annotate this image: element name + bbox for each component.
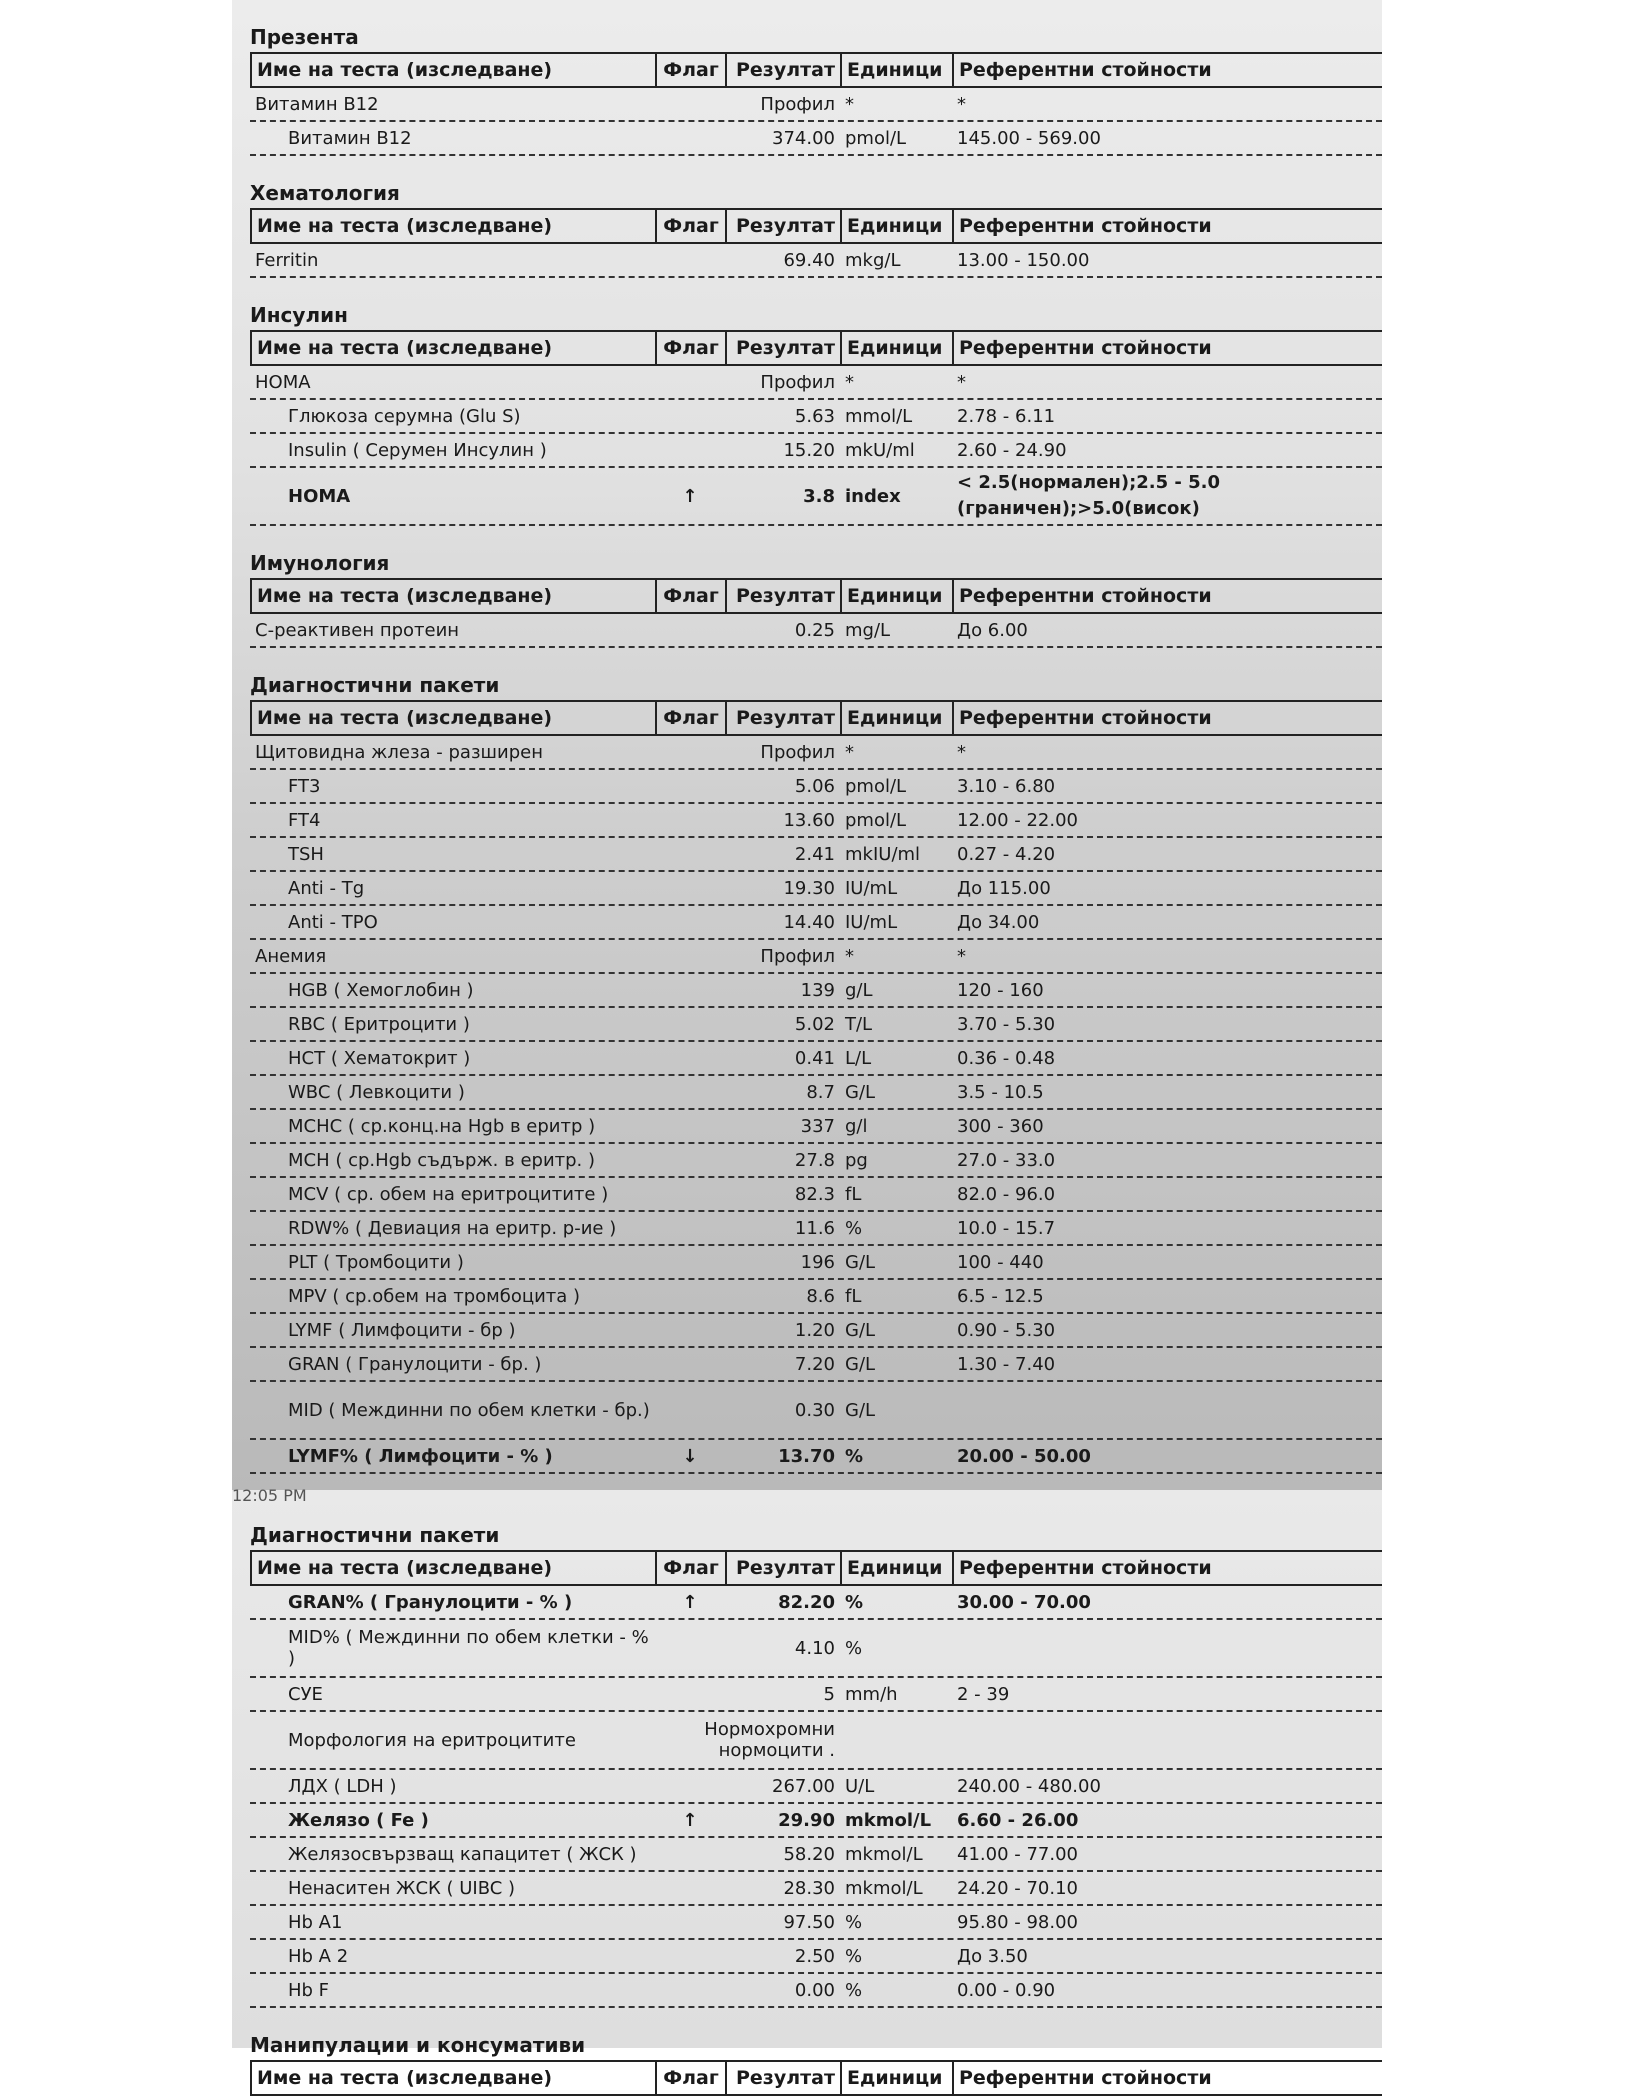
result-value: 4.10 xyxy=(794,1637,835,1659)
units: * xyxy=(845,371,854,393)
test-name: GRAN% ( Гранулоцити - % ) xyxy=(288,1591,573,1613)
header-res: Резултат xyxy=(727,54,842,86)
reference-range: 0.00 - 0.90 xyxy=(957,1979,1056,2001)
table-row xyxy=(250,1212,1382,1246)
reference-range: * xyxy=(957,371,966,393)
units: T/L xyxy=(845,1013,873,1035)
table-row xyxy=(250,244,1382,278)
flag-indicator: ↓ xyxy=(682,1445,698,1467)
result-value: 15.20 xyxy=(783,439,835,461)
reference-range: 10.0 - 15.7 xyxy=(957,1217,1056,1239)
header-name: Име на теста (изследване) xyxy=(252,54,657,86)
table-header xyxy=(250,578,1382,614)
result-value: Профил xyxy=(760,93,835,115)
units: pg xyxy=(845,1149,868,1171)
result-value: 337 xyxy=(800,1115,835,1137)
header-ref: Референтни стойности xyxy=(959,1557,1212,1579)
result-value: 5.63 xyxy=(794,405,835,427)
result-value: 2.50 xyxy=(794,1945,835,1967)
units: L/L xyxy=(845,1047,872,1069)
reference-range: 6.60 - 26.00 xyxy=(957,1809,1079,1831)
result-value: 139 xyxy=(800,979,835,1001)
result-value: 69.40 xyxy=(783,249,835,271)
units: G/L xyxy=(845,1353,876,1375)
reference-range: До 3.50 xyxy=(957,1945,1028,1967)
lab-section xyxy=(232,548,1382,648)
table-row xyxy=(250,1620,1382,1678)
section-title: Имунология xyxy=(250,551,390,575)
test-name: Anti - TPO xyxy=(288,911,378,933)
reference-range: 27.0 - 33.0 xyxy=(957,1149,1056,1171)
result-value: 0.41 xyxy=(794,1047,835,1069)
units: mg/L xyxy=(845,619,891,641)
table-row xyxy=(250,1042,1382,1076)
test-name: ЛДХ ( LDH ) xyxy=(288,1775,397,1797)
units: % xyxy=(845,1217,863,1239)
units: G/L xyxy=(845,1319,876,1341)
header-flag: Флаг xyxy=(657,54,727,86)
section-title: Хематология xyxy=(250,181,400,205)
header-name: Име на теста (изследване) xyxy=(252,332,657,364)
table-header xyxy=(250,52,1382,88)
reference-range: До 115.00 xyxy=(957,877,1051,899)
result-value: 28.30 xyxy=(783,1877,835,1899)
test-name: Hb A 2 xyxy=(288,1945,349,1967)
reference-range: * xyxy=(957,741,966,763)
reference-range: 145.00 - 569.00 xyxy=(957,127,1101,149)
result-value: 5.06 xyxy=(794,775,835,797)
result-value: 5.02 xyxy=(794,1013,835,1035)
reference-range: 2.78 - 6.11 xyxy=(957,405,1056,427)
units: * xyxy=(845,945,854,967)
table-row xyxy=(250,1076,1382,1110)
result-value: 196 xyxy=(800,1251,835,1273)
test-name: Витамин B12 xyxy=(255,93,379,115)
table-row xyxy=(250,1178,1382,1212)
units: IU/mL xyxy=(845,911,898,933)
units: U/L xyxy=(845,1775,875,1797)
units: g/l xyxy=(845,1115,868,1137)
table-row xyxy=(250,1144,1382,1178)
header-ref: Референтни стойности xyxy=(959,337,1212,359)
units: g/L xyxy=(845,979,873,1001)
test-name: LYMF ( Лимфоцити - бр ) xyxy=(288,1319,516,1341)
result-value: 29.90 xyxy=(778,1809,835,1831)
reference-range: * xyxy=(957,93,966,115)
reference-range: 100 - 440 xyxy=(957,1251,1044,1273)
header-unit: Единици xyxy=(842,1552,954,1584)
header-unit: Единици xyxy=(842,702,954,734)
reference-range: 82.0 - 96.0 xyxy=(957,1183,1056,1205)
result-value: 8.7 xyxy=(806,1081,835,1103)
reference-range: 300 - 360 xyxy=(957,1115,1044,1137)
test-name: C-реактивен протеин xyxy=(255,619,460,641)
report-page-2 xyxy=(232,1486,1382,2089)
header-unit: Единици xyxy=(842,210,954,242)
table-row xyxy=(250,736,1382,770)
header-unit: Единици xyxy=(842,54,954,86)
result-value: 19.30 xyxy=(783,877,835,899)
header-flag: Флаг xyxy=(657,332,727,364)
result-value: 27.8 xyxy=(794,1149,835,1171)
table-row xyxy=(250,434,1382,468)
reference-range: 2.60 - 24.90 xyxy=(957,439,1067,461)
table-row xyxy=(250,614,1382,648)
header-flag: Флаг xyxy=(657,1552,727,1584)
units: mkmol/L xyxy=(845,1877,923,1899)
section-title: Диагностични пакети xyxy=(250,673,500,697)
header-ref: Референтни стойности xyxy=(959,2067,1212,2089)
test-name: MCV ( ср. обем на еритроцитите ) xyxy=(288,1183,609,1205)
header-res: Резултат xyxy=(727,580,842,612)
reference-range: < 2.5(нормален);2.5 - 5.0 (граничен);>5.0(висок) xyxy=(957,472,1221,519)
reference-range: 12.00 - 22.00 xyxy=(957,809,1078,831)
units: % xyxy=(845,1637,863,1659)
table-row xyxy=(250,1348,1382,1382)
lab-section xyxy=(232,178,1382,278)
lab-section xyxy=(232,670,1382,1474)
units: fL xyxy=(845,1285,862,1307)
result-value: 5 xyxy=(823,1683,835,1705)
units: index xyxy=(845,485,901,507)
header-res: Резултат xyxy=(727,2062,842,2094)
reference-range: 30.00 - 70.00 xyxy=(957,1591,1091,1613)
table-row xyxy=(250,770,1382,804)
units: % xyxy=(845,1911,863,1933)
reference-range: 0.27 - 4.20 xyxy=(957,843,1056,865)
units: mkIU/ml xyxy=(845,843,921,865)
header-flag: Флаг xyxy=(657,580,727,612)
result-value: 267.00 xyxy=(772,1775,835,1797)
section-title: Манипулации и консумативи xyxy=(250,2033,586,2057)
reference-range: * xyxy=(957,945,966,967)
table-row xyxy=(250,1712,1382,1770)
units: pmol/L xyxy=(845,809,907,831)
lab-section xyxy=(232,300,1382,526)
result-value: 374.00 xyxy=(772,127,835,149)
reference-range: 240.00 - 480.00 xyxy=(957,1775,1101,1797)
reference-range: 120 - 160 xyxy=(957,979,1044,1001)
test-name: FT4 xyxy=(288,809,321,831)
result-value: 11.6 xyxy=(794,1217,835,1239)
units: G/L xyxy=(845,1399,876,1421)
table-row xyxy=(250,468,1382,526)
units: G/L xyxy=(845,1081,876,1103)
result-value: 0.00 xyxy=(794,1979,835,2001)
report-page-1 xyxy=(232,0,1382,1490)
lab-section xyxy=(232,22,1382,156)
header-name: Име на теста (изследване) xyxy=(252,2062,657,2094)
table-row xyxy=(250,1872,1382,1906)
test-name: Щитовидна жлеза - разширен xyxy=(255,741,543,763)
test-name: RDW% ( Девиация на еритр. р-ие ) xyxy=(288,1217,617,1239)
table-row xyxy=(250,400,1382,434)
test-name: СУЕ xyxy=(288,1683,323,1705)
table-row xyxy=(250,1770,1382,1804)
header-res: Резултат xyxy=(727,1552,842,1584)
table-row xyxy=(250,1906,1382,1940)
result-value: 0.25 xyxy=(794,619,835,641)
units: mmol/L xyxy=(845,405,913,427)
table-row xyxy=(250,1246,1382,1280)
cut-timestamp: 12:05 PM xyxy=(232,1486,307,1505)
reference-range: 0.90 - 5.30 xyxy=(957,1319,1056,1341)
result-value: 1.20 xyxy=(794,1319,835,1341)
table-row xyxy=(250,804,1382,838)
result-value: Профил xyxy=(760,371,835,393)
flag-indicator: ↑ xyxy=(682,485,698,507)
test-name: WBC ( Левкоцити ) xyxy=(288,1081,465,1103)
table-row xyxy=(250,1974,1382,2008)
test-name: RBC ( Еритроцити ) xyxy=(288,1013,470,1035)
result-value: 13.60 xyxy=(783,809,835,831)
test-name: HCT ( Хематокрит ) xyxy=(288,1047,471,1069)
units: mm/h xyxy=(845,1683,898,1705)
units: mkmol/L xyxy=(845,1809,932,1831)
table-row xyxy=(250,906,1382,940)
reference-range: 95.80 - 98.00 xyxy=(957,1911,1078,1933)
header-ref: Референтни стойности xyxy=(959,585,1212,607)
test-name: Желязосвързващ капацитет ( ЖСК ) xyxy=(288,1843,637,1865)
reference-range: 0.36 - 0.48 xyxy=(957,1047,1056,1069)
reference-range: 3.70 - 5.30 xyxy=(957,1013,1056,1035)
reference-range: 13.00 - 150.00 xyxy=(957,249,1090,271)
test-name: MCHC ( ср.конц.на Hgb в еритр ) xyxy=(288,1115,596,1137)
reference-range: До 34.00 xyxy=(957,911,1040,933)
lab-section xyxy=(232,2030,1382,2096)
test-name: Витамин B12 xyxy=(288,127,412,149)
result-value: 7.20 xyxy=(794,1353,835,1375)
table-header xyxy=(250,330,1382,366)
header-ref: Референтни стойности xyxy=(959,59,1212,81)
result-value: 13.70 xyxy=(778,1445,835,1467)
header-name: Име на теста (изследване) xyxy=(252,210,657,242)
table-row xyxy=(250,1382,1382,1440)
result-value: 97.50 xyxy=(783,1911,835,1933)
header-name: Име на теста (изследване) xyxy=(252,702,657,734)
table-row xyxy=(250,1314,1382,1348)
table-row xyxy=(250,88,1382,122)
table-row xyxy=(250,1280,1382,1314)
reference-range: 24.20 - 70.10 xyxy=(957,1877,1078,1899)
test-name: TSH xyxy=(288,843,324,865)
test-name: PLT ( Тромбоцити ) xyxy=(288,1251,464,1273)
units: % xyxy=(845,1591,864,1613)
reference-range: 6.5 - 12.5 xyxy=(957,1285,1044,1307)
result-value: 82.3 xyxy=(794,1183,835,1205)
lab-section xyxy=(232,1520,1382,2008)
test-name: Желязо ( Fe ) xyxy=(288,1809,429,1831)
table-row xyxy=(250,1586,1382,1620)
units: * xyxy=(845,741,854,763)
units: G/L xyxy=(845,1251,876,1273)
test-name: FT3 xyxy=(288,775,321,797)
test-name: HOMA xyxy=(288,485,351,507)
header-ref: Референтни стойности xyxy=(959,707,1212,729)
header-ref: Референтни стойности xyxy=(959,215,1212,237)
header-name: Име на теста (изследване) xyxy=(252,580,657,612)
table-row xyxy=(250,1008,1382,1042)
table-row xyxy=(250,974,1382,1008)
header-name: Име на теста (изследване) xyxy=(252,1552,657,1584)
table-header xyxy=(250,1550,1382,1586)
section-title: Диагностични пакети xyxy=(250,1523,500,1547)
result-value: 8.6 xyxy=(806,1285,835,1307)
table-row xyxy=(250,838,1382,872)
units: pmol/L xyxy=(845,775,907,797)
table-row xyxy=(250,940,1382,974)
result-value: 2.41 xyxy=(794,843,835,865)
test-name: Морфология на еритроцитите xyxy=(288,1729,576,1751)
header-res: Резултат xyxy=(727,702,842,734)
result-value: 14.40 xyxy=(783,911,835,933)
units: mkmol/L xyxy=(845,1843,923,1865)
flag-indicator: ↑ xyxy=(682,1809,698,1831)
result-value: 58.20 xyxy=(783,1843,835,1865)
reference-range: 3.10 - 6.80 xyxy=(957,775,1056,797)
units: IU/mL xyxy=(845,877,898,899)
units: mkU/ml xyxy=(845,439,915,461)
test-name: GRAN ( Гранулоцити - бр. ) xyxy=(288,1353,542,1375)
test-name: Insulin ( Серумен Инсулин ) xyxy=(288,439,547,461)
table-row xyxy=(250,1440,1382,1474)
result-value: 82.20 xyxy=(778,1591,835,1613)
units: pmol/L xyxy=(845,127,907,149)
table-row xyxy=(250,122,1382,156)
header-unit: Единици xyxy=(842,580,954,612)
header-res: Резултат xyxy=(727,210,842,242)
header-flag: Флаг xyxy=(657,2062,727,2094)
test-name: MPV ( ср.обем на тромбоцита ) xyxy=(288,1285,581,1307)
header-flag: Флаг xyxy=(657,702,727,734)
table-row xyxy=(250,366,1382,400)
test-name: MCH ( ср.Hgb съдърж. в еритр. ) xyxy=(288,1149,596,1171)
reference-range: 3.5 - 10.5 xyxy=(957,1081,1044,1103)
result-value: 3.8 xyxy=(803,485,835,507)
test-name: Anti - Tg xyxy=(288,877,365,899)
test-name: Hb A1 xyxy=(288,1911,343,1933)
table-row xyxy=(250,1940,1382,1974)
table-header xyxy=(250,208,1382,244)
test-name: MID ( Междинни по обем клетки - бр.) xyxy=(288,1399,650,1421)
table-row xyxy=(250,1838,1382,1872)
table-row xyxy=(250,1110,1382,1144)
header-unit: Единици xyxy=(842,332,954,364)
units: mkg/L xyxy=(845,249,901,271)
test-name: HOMA xyxy=(255,371,311,393)
reference-range: 41.00 - 77.00 xyxy=(957,1843,1078,1865)
section-title: Инсулин xyxy=(250,303,348,327)
table-row xyxy=(250,1804,1382,1838)
test-name: LYMF% ( Лимфоцити - % ) xyxy=(288,1445,553,1467)
header-flag: Флаг xyxy=(657,210,727,242)
reference-range: 20.00 - 50.00 xyxy=(957,1445,1091,1467)
test-name: Глюкоза серумна (Glu S) xyxy=(288,405,521,427)
table-row xyxy=(250,1678,1382,1712)
table-header xyxy=(250,2060,1382,2096)
test-name: Анемия xyxy=(255,945,327,967)
test-name: Ferritin xyxy=(255,249,319,271)
test-name: MID% ( Междинни по обем клетки - % ) xyxy=(288,1627,649,1669)
test-name: Hb F xyxy=(288,1979,330,2001)
units: fL xyxy=(845,1183,862,1205)
reference-range: До 6.00 xyxy=(957,619,1028,641)
table-header xyxy=(250,700,1382,736)
test-name: HGB ( Хемоглобин ) xyxy=(288,979,474,1001)
result-value: Профил xyxy=(760,945,835,967)
reference-range: 2 - 39 xyxy=(957,1683,1010,1705)
flag-indicator: ↑ xyxy=(682,1591,698,1613)
section-title: Презента xyxy=(250,25,359,49)
table-row xyxy=(250,872,1382,906)
result-value: Нормохромни нормоцити . xyxy=(704,1719,835,1761)
units: % xyxy=(845,1979,863,2001)
units: * xyxy=(845,93,854,115)
header-res: Резултат xyxy=(727,332,842,364)
reference-range: 1.30 - 7.40 xyxy=(957,1353,1056,1375)
result-value: Профил xyxy=(760,741,835,763)
test-name: Ненаситен ЖСК ( UIBC ) xyxy=(288,1877,516,1899)
units: % xyxy=(845,1445,864,1467)
result-value: 0.30 xyxy=(794,1399,835,1421)
units: % xyxy=(845,1945,863,1967)
header-unit: Единици xyxy=(842,2062,954,2094)
